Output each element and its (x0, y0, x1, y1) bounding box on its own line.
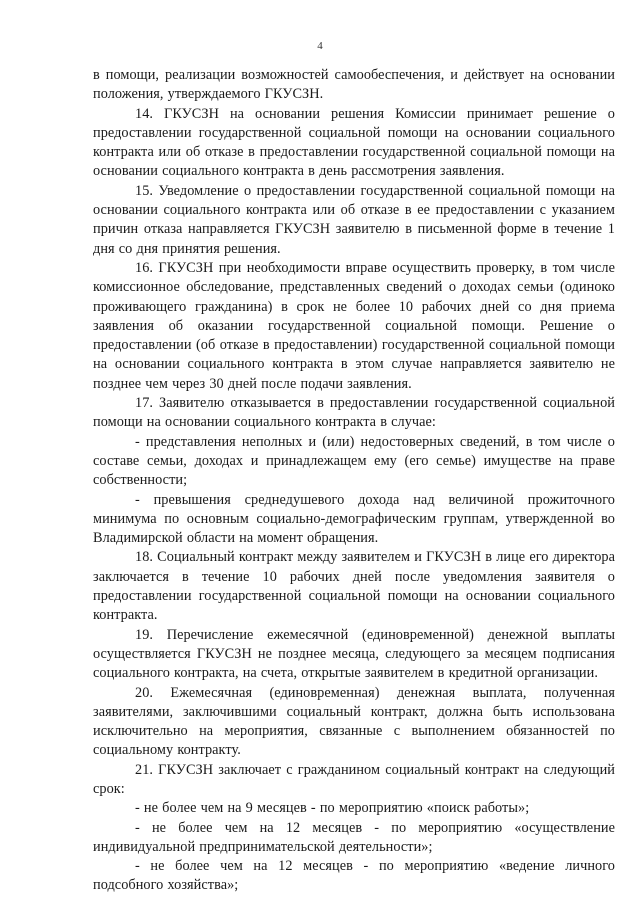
paragraph-clause-14: 14. ГКУСЗН на основании решения Комиссии принимает решение о предоставлении государственной социальной помощи на основании социального контракта или об отказе в предоставлении государственной социальной помощи на основании социального контракта в день рассмотрения заявления. (93, 105, 615, 180)
list-item-term-3: - не более чем на 12 месяцев - по мероприятию «ведение личного подсобного хозяйства»; (93, 858, 615, 894)
paragraph-continuation: в помощи, реализации возможностей самообеспечения, и действует на основании положения, утверждаемого ГКУСЗН. (93, 67, 615, 103)
paragraph-clause-20: 20. Ежемесячная (единовременная) денежная выплата, полученная заявителями, заключившими социальный контракт, должна быть использована исключительно на мероприятия, связанные с выполнением обязанностей по социальному контракту. (93, 684, 615, 759)
list-item-term-2: - не более чем на 12 месяцев - по мероприятию «осуществление индивидуальной предпринимательской деятельности»; (93, 819, 615, 855)
list-item-refusal-2: - превышения среднедушевого дохода над величиной прожиточного минимума по основным социально-демографическим группам, утвержденной во Владимирской области на момент обращения. (93, 491, 615, 547)
page-number: 4 (317, 40, 323, 52)
document-body (93, 66, 615, 896)
paragraph-clause-19: 19. Перечисление ежемесячной (единовременной) денежной выплаты осуществляется ГКУСЗН не позднее месяца, следующего за месяцем подписания социального контракта, на счета, открытые заявителем в кредитной организации. (93, 626, 615, 682)
paragraph-clause-21: 21. ГКУСЗН заключает с гражданином социальный контракт на следующий срок: (93, 761, 615, 797)
list-item-term-1: - не более чем на 9 месяцев - по мероприятию «поиск работы»; (135, 800, 530, 817)
paragraph-clause-16: 16. ГКУСЗН при необходимости вправе осуществить проверку, в том числе комиссионное обследование, представленных сведений о доходах семьи (одиноко проживающего гражданина) в срок не более 10 рабочих дней со дня приема заявления об оказании государственной социальной помощи. Решение о предоставлении (об отказе в предоставлении) государственной социальной помощи на основании социального контракта в этом случае направляется заявителю не позднее чем через 30 дней после подачи заявления. (93, 259, 615, 392)
paragraph-clause-17: 17. Заявителю отказывается в предоставлении государственной социальной помощи на основании социального контракта в случае: (93, 395, 615, 431)
paragraph-clause-15: 15. Уведомление о предоставлении государственной социальной помощи на основании социального контракта или об отказе в ее предоставлении с указанием причин отказа направляется ГКУСЗН заявителю в письменной форме в течение 1 дня со дня принятия решения. (93, 182, 615, 257)
list-item-refusal-1: - представления неполных и (или) недостоверных сведений, в том числе о составе семьи, доходах и принадлежащем ему (его семье) имуществе на праве собственности; (93, 433, 615, 489)
paragraph-clause-18: 18. Социальный контракт между заявителем и ГКУСЗН в лице его директора заключается в течение 10 рабочих дней после уведомления заявителя о предоставлении государственной социальной помощи на основании социального контракта. (93, 549, 615, 624)
